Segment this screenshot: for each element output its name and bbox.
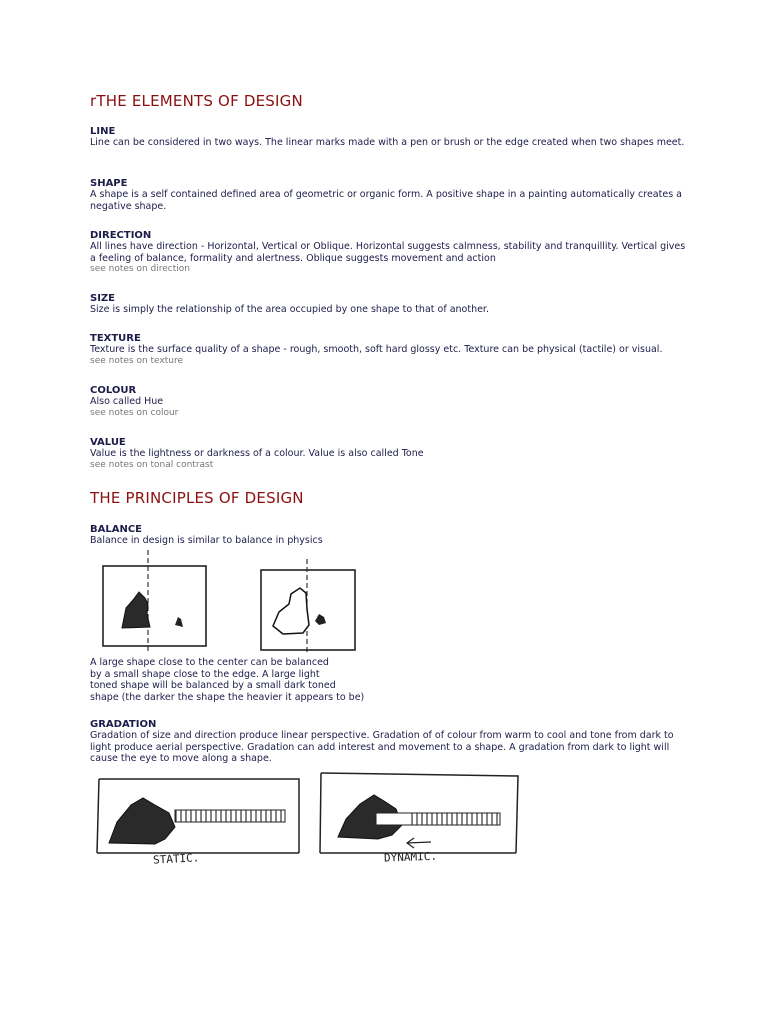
term-size: SIZE <box>90 293 116 304</box>
principle-balance <box>90 524 690 547</box>
element-shape <box>90 178 690 212</box>
term-line: LINE <box>90 126 116 137</box>
element-direction <box>90 230 690 275</box>
balance-caption <box>90 657 690 703</box>
element-colour <box>90 385 690 419</box>
principle-gradation <box>90 719 690 765</box>
term-balance: BALANCE <box>90 524 143 535</box>
element-size <box>90 293 690 316</box>
body-texture: Texture is the surface quality of a shape - rough, smooth, soft hard glossy etc. Texture can be physical (tactile) or visual. <box>90 344 663 355</box>
term-gradation: GRADATION <box>90 719 157 730</box>
term-texture: TEXTURE <box>90 333 141 344</box>
body-colour: Also called Hue <box>90 396 164 407</box>
elements-heading: rTHE ELEMENTS OF DESIGN <box>90 92 303 110</box>
label-static: STATIC. <box>152 851 200 867</box>
body-size: Size is simply the relationship of the area occupied by one shape to that of another. <box>90 304 489 315</box>
balance-caption-line-4: shape (the darker the shape the heavier it appears to be) <box>90 691 365 703</box>
balance-caption-line-3: toned shape will be balanced by a small dark toned <box>90 680 336 691</box>
element-value <box>90 437 690 471</box>
principles-heading: THE PRINCIPLES OF DESIGN <box>90 489 304 507</box>
body-shape: A shape is a self contained defined area of geometric or organic form. A positive shape in a painting automatically creates a negative shape. <box>90 189 682 212</box>
note-texture-link[interactable]: see notes on texture <box>90 355 184 366</box>
body-balance: Balance in design is similar to balance in physics <box>90 535 323 546</box>
balance-sketch-light <box>253 557 363 653</box>
balance-caption-line-1: A large shape close to the center can be balanced <box>90 657 329 668</box>
body-line: Line can be considered in two ways. The linear marks made with a pen or brush or the edge created when two shapes meet. <box>90 137 685 148</box>
note-tonal-contrast-link[interactable]: see notes on tonal contrast <box>90 459 214 470</box>
body-gradation: Gradation of size and direction produce linear perspective. Gradation of of colour from warm to cool and tone from dark to light produce aerial perspective. Gradation can add interest and movement to a shape. A gradation from dark to light will cause the eye to move along a shape. <box>90 730 674 764</box>
body-value: Value is the lightness or darkness of a colour. Value is also called Tone <box>90 448 424 459</box>
balance-sketch-dark <box>95 547 215 653</box>
arrow-left-icon <box>405 836 433 850</box>
note-colour-link[interactable]: see notes on colour <box>90 407 179 418</box>
label-dynamic: DYNAMIC. <box>383 849 438 865</box>
element-texture <box>90 333 690 367</box>
term-shape: SHAPE <box>90 178 128 189</box>
term-value: VALUE <box>90 437 126 448</box>
note-direction-link[interactable]: see notes on direction <box>90 264 190 274</box>
balance-caption-line-2: by a small shape close to the edge. A large light <box>90 668 320 680</box>
body-direction: All lines have direction - Horizontal, Vertical or Oblique. Horizontal suggests calmness, stability and tranquillity. Vertical gives a feeling of balance, formality and alertness. Oblique suggests movement and action <box>90 241 686 264</box>
element-line <box>90 126 690 149</box>
term-direction: DIRECTION <box>90 230 152 241</box>
term-colour: COLOUR <box>90 385 137 396</box>
